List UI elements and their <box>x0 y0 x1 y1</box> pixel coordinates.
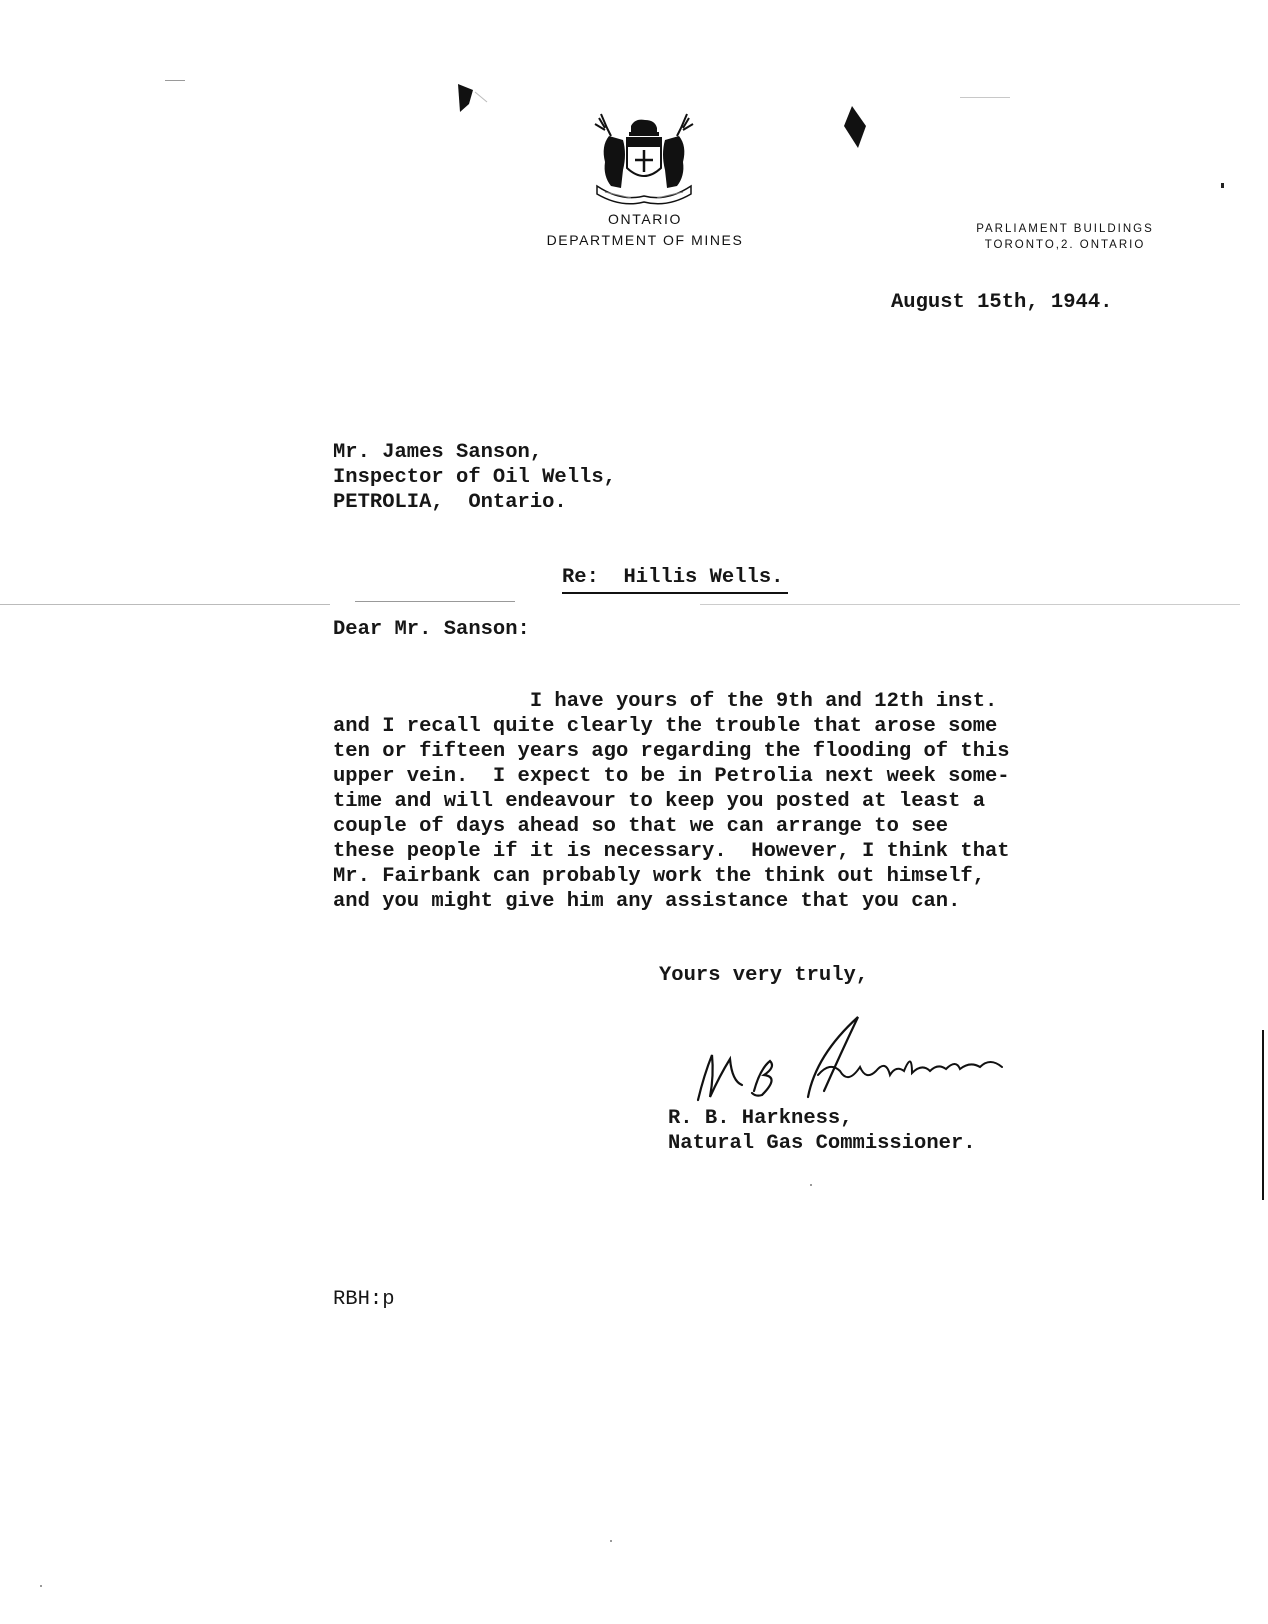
letterhead-department: DEPARTMENT OF MINES <box>546 232 744 248</box>
letterhead-province: ONTARIO <box>608 211 682 227</box>
salutation: Dear Mr. Sanson: <box>333 618 530 641</box>
scan-speck <box>40 1585 42 1587</box>
body-line: ten or fifteen years ago regarding the flooding of this <box>333 740 1010 763</box>
scan-rule <box>700 604 1240 605</box>
body-line: time and will endeavour to keep you posted at least a <box>333 790 986 813</box>
body-line: and I recall quite clearly the trouble that arose some <box>333 715 998 738</box>
handwritten-signature <box>690 1015 1040 1105</box>
letterhead-address-line1: PARLIAMENT BUILDINGS <box>976 223 1154 235</box>
recipient-title: Inspector of Oil Wells, <box>333 466 616 489</box>
ink-blot <box>838 104 874 154</box>
body-line: couple of days ahead so that we can arrange to see <box>333 815 949 838</box>
scan-speck <box>1221 183 1224 188</box>
scan-rule <box>355 601 515 602</box>
body-line: Mr. Fairbank can probably work the think out himself, <box>333 865 986 888</box>
body-line: I have yours of the 9th and 12th inst. <box>333 690 998 713</box>
scan-speck <box>810 1184 812 1186</box>
scan-rule <box>0 604 330 605</box>
letter-date: August 15th, 1944. <box>891 291 1113 314</box>
signatory-name: R. B. Harkness, <box>668 1107 853 1130</box>
subject-underline <box>562 592 788 594</box>
reference-initials: RBH:p <box>333 1288 395 1311</box>
scan-speck <box>960 97 1010 98</box>
ontario-coat-of-arms <box>591 110 697 206</box>
subject-line: Re: Hillis Wells. <box>562 566 784 589</box>
recipient-location: PETROLIA, Ontario. <box>333 491 567 514</box>
body-line: these people if it is necessary. However, I think that <box>333 840 1010 863</box>
body-line: upper vein. I expect to be in Petrolia next week some- <box>333 765 1010 788</box>
scan-edge-mark <box>1262 1030 1264 1200</box>
scan-speck <box>165 80 185 81</box>
recipient-name: Mr. James Sanson, <box>333 441 543 464</box>
letterhead-address-line2: TORONTO,2. ONTARIO <box>984 239 1146 251</box>
closing: Yours very truly, <box>659 964 869 987</box>
signatory-title: Natural Gas Commissioner. <box>668 1132 976 1155</box>
body-line: and you might give him any assistance that you can. <box>333 890 961 913</box>
scan-speck <box>610 1540 612 1542</box>
ink-blot <box>455 82 495 118</box>
